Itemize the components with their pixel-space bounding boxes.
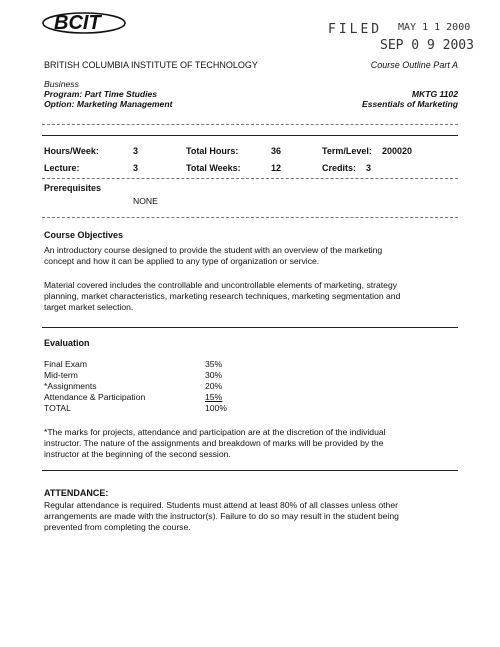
evaluation-divider [42, 470, 458, 471]
total-weeks-value: 12 [271, 163, 282, 173]
evaluation-row-label: Attendance & Participation [44, 392, 146, 402]
evaluation-row-value: 20% [205, 381, 223, 391]
attendance-text-line: arrangements are made with the instructor(s). Failure to do so may result in the student being [44, 511, 399, 521]
info-top-rule [42, 135, 458, 136]
objectives-text-line: Material covered includes the controllable and uncontrollable elements of marketing, strategy [44, 280, 398, 290]
filed-date-stamp: MAY 1 1 2000 [398, 22, 471, 33]
objectives-heading: Course Objectives [44, 230, 124, 240]
evaluation-note-line: *The marks for projects, attendance and participation are at the discretion of the individual [44, 427, 386, 437]
objectives-divider [42, 327, 458, 328]
evaluation-row-value: 30% [205, 370, 223, 380]
attendance-text-line: Regular attendance is required. Students must attend at least 80% of all classes unless other [44, 500, 398, 510]
attendance-heading: ATTENDANCE: [44, 488, 109, 498]
objectives-text-line: concept and how it can be applied to any type of organization or service. [44, 256, 320, 266]
svg-text:BCIT: BCIT [54, 12, 101, 34]
outline-part: Course Outline Part A [370, 60, 458, 70]
course-code: MKTG 1102 [411, 89, 458, 99]
filed-stamp: FILED [328, 22, 383, 37]
bcit-logo [40, 9, 128, 35]
total-hours-value: 36 [271, 146, 282, 156]
prerequisites-divider [42, 217, 458, 218]
institute-name: BRITISH COLUMBIA INSTITUTE OF TECHNOLOGY [44, 60, 258, 70]
objectives-text-line: planning, market characteristics, marketing research techniques, marketing segmentation and [44, 291, 401, 301]
school-name: Business [44, 79, 79, 89]
credits-value: 3 [366, 163, 372, 173]
credits-label: Credits: [322, 163, 357, 173]
evaluation-row-value: 35% [205, 359, 223, 369]
prerequisites-value: NONE [133, 196, 158, 206]
attendance-text-line: prevented from completing the course. [44, 522, 191, 532]
prerequisites-heading: Prerequisites [44, 183, 102, 193]
term-level-label: Term/Level: [322, 146, 372, 156]
evaluation-row-label: *Assignments [44, 381, 97, 391]
evaluation-note-line: instructor. The nature of the assignments and breakdown of marks will be provided by the [44, 438, 384, 448]
course-title: Essentials of Marketing [362, 99, 458, 109]
hours-week-label: Hours/Week: [44, 146, 99, 156]
term-level-value: 200020 [382, 146, 413, 156]
hours-week-value: 3 [133, 146, 139, 156]
lecture-value: 3 [133, 163, 139, 173]
evaluation-total-label: TOTAL [44, 403, 71, 413]
objectives-text-line: An introductory course designed to provide the student with an overview of the marketing [44, 245, 383, 255]
evaluation-row-value: 15% [205, 392, 223, 402]
header-divider [42, 124, 458, 125]
evaluation-row-label: Final Exam [44, 359, 87, 369]
info-bottom-rule [42, 178, 458, 179]
evaluation-note-line: instructor at the beginning of the second session. [44, 449, 231, 459]
option-name: Option: Marketing Management [44, 99, 173, 109]
lecture-label: Lecture: [44, 163, 80, 173]
objectives-text-line: target market selection. [44, 302, 134, 312]
total-hours-label: Total Hours: [186, 146, 239, 156]
evaluation-heading: Evaluation [44, 338, 90, 348]
evaluation-row-label: Mid-term [44, 370, 78, 380]
program-name: Program: Part Time Studies [44, 89, 158, 99]
received-date-stamp: SEP 0 9 2003 [380, 38, 474, 53]
total-weeks-label: Total Weeks: [186, 163, 241, 173]
evaluation-total-value: 100% [205, 403, 227, 413]
